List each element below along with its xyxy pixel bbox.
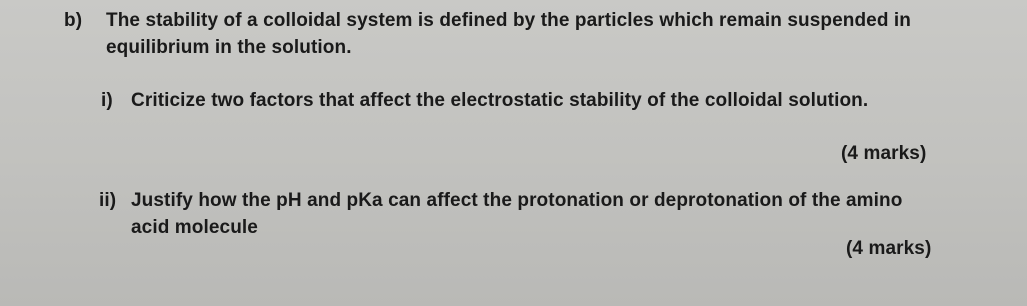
- part-i-marks: (4 marks): [841, 143, 927, 164]
- part-ii-marks: (4 marks): [846, 238, 932, 259]
- part-ii-text-line2: acid molecule: [131, 217, 258, 238]
- part-ii-text-line1: Justify how the pH and pKa can affect the protonation or deprotonation of the amino: [131, 190, 903, 211]
- question-b-text-line1: The stability of a colloidal system is defined by the particles which remain suspended in: [106, 10, 911, 31]
- part-i-label: i): [101, 90, 113, 111]
- part-ii-label: ii): [99, 190, 117, 211]
- question-b-label: b): [64, 10, 83, 31]
- question-b-text-line2: equilibrium in the solution.: [106, 37, 352, 58]
- part-i-text: Criticize two factors that affect the electrostatic stability of the colloidal solution.: [131, 90, 869, 111]
